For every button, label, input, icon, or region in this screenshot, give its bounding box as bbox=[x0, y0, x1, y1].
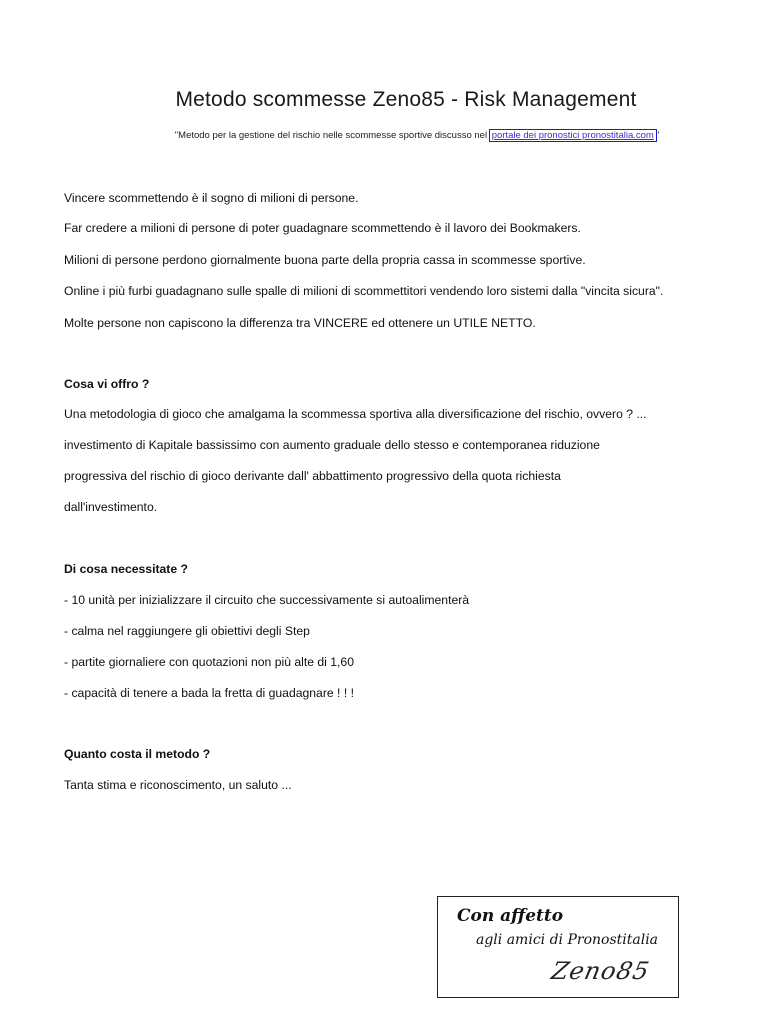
subtitle-suffix: " bbox=[655, 130, 660, 141]
signature-greeting: Con affetto bbox=[457, 906, 564, 926]
needs-item-4: - capacità di tenere a bada la fretta di guadagnare ! ! ! bbox=[64, 686, 354, 700]
offer-line-4: dall'investimento. bbox=[64, 500, 158, 514]
document-subtitle bbox=[0, 130, 768, 141]
offer-line-3: progressiva del rischio di gioco derivante dall' abbattimento progressivo della quota richiesta bbox=[64, 469, 561, 483]
intro-line-3: Milioni di persone perdono giornalmente buona parte della propria cassa in scommesse sportive. bbox=[64, 253, 586, 267]
intro-line-2: Far credere a milioni di persone di poter guadagnare scommettendo è il lavoro dei Bookmakers. bbox=[64, 221, 581, 235]
cost-heading: Quanto costa il metodo ? bbox=[64, 747, 211, 761]
needs-item-2: - calma nel raggiungere gli obiettivi degli Step bbox=[64, 624, 310, 638]
intro-line-5: Molte persone non capiscono la differenza tra VINCERE ed ottenere un UTILE NETTO. bbox=[64, 316, 536, 330]
intro-line-1: Vincere scommettendo è il sogno di milioni di persone. bbox=[64, 191, 359, 205]
offer-line-2: investimento di Kapitale bassissimo con aumento graduale dello stesso e contemporanea riduzione bbox=[64, 438, 600, 452]
needs-heading: Di cosa necessitate ? bbox=[64, 562, 188, 576]
pronostitalia-link[interactable]: portale dei pronostici pronostitalia.com bbox=[491, 130, 654, 141]
offer-heading: Cosa vi offro ? bbox=[64, 377, 150, 391]
document-title: Metodo scommesse Zeno85 - Risk Management bbox=[175, 88, 637, 111]
signature-box bbox=[437, 896, 679, 998]
needs-item-3: - partite giornaliere con quotazioni non più alte di 1,60 bbox=[64, 655, 354, 669]
handwritten-signature: Zeno85 bbox=[549, 957, 653, 985]
offer-line-1: Una metodologia di gioco che amalgama la scommessa sportiva alla diversificazione del rischio, ovvero ? ... bbox=[64, 407, 647, 421]
intro-line-4: Online i più furbi guadagnano sulle spalle di milioni di scommettitori vendendo loro sistemi dalla "vincita sicura". bbox=[64, 284, 664, 298]
subtitle-prefix: "Metodo per la gestione del rischio nelle scommesse sportive discusso nel bbox=[174, 130, 490, 141]
cost-line-1: Tanta stima e riconoscimento, un saluto ... bbox=[64, 778, 292, 792]
needs-item-1: - 10 unità per inizializzare il circuito che successivamente si autoalimenterà bbox=[64, 593, 470, 607]
signature-dedication: agli amici di Pronostitalia bbox=[476, 932, 659, 948]
